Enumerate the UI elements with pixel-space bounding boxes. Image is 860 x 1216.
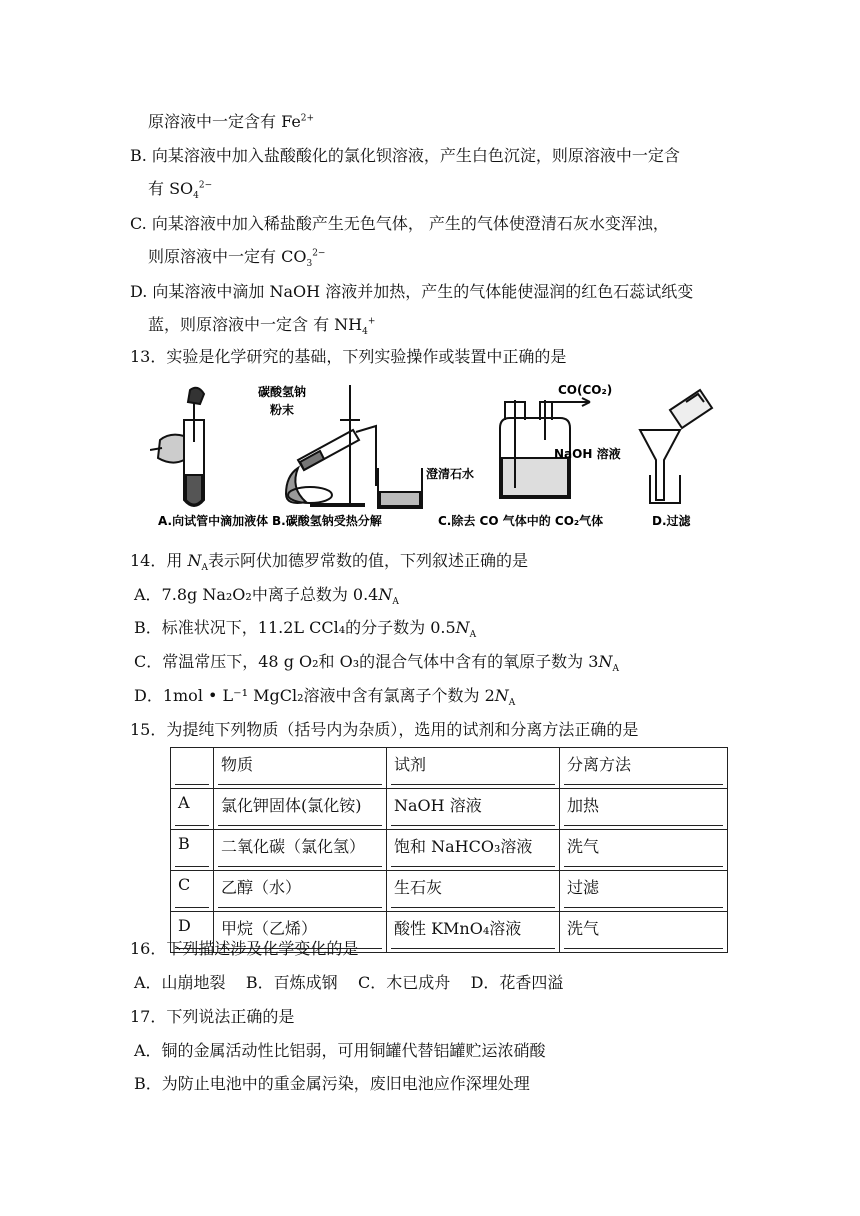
dropper-test-tube-icon (150, 388, 204, 506)
table-cell: 洗气 (560, 912, 728, 953)
table-cell: 生石灰 (387, 871, 560, 912)
table-cell: NaOH 溶液 (387, 789, 560, 830)
q12-b-sup: 2− (198, 180, 213, 191)
table-cell: 加热 (560, 789, 728, 830)
label-naoh-solution: NaOH 溶液 (554, 447, 621, 461)
q12-option-c-cont (148, 246, 325, 268)
table-header-cell: 分离方法 (560, 748, 728, 789)
q14-d-na-sub: A (508, 698, 516, 709)
heating-apparatus-icon (286, 385, 422, 508)
q14-a-na: N (378, 585, 393, 604)
q12-option-a-tail (148, 111, 314, 133)
table-cell: 饱和 NaHCO₃溶液 (387, 830, 560, 871)
label-limewater: 澄清石水 (426, 467, 475, 481)
q16-stem: 16．下列描述涉及化学变化的是 (130, 939, 359, 958)
q17-option-b: B．为防止电池中的重金属污染，废旧电池应作深埋处理 (134, 1074, 530, 1093)
q14-d-text: D．1mol • L⁻¹ MgCl₂溶液中含有氯离子个数为 2 (134, 686, 495, 705)
table-cell: 酸性 KMnO₄溶液 (387, 912, 560, 953)
q14-c-na-sub: A (612, 664, 619, 675)
q17-stem: 17．下列说法正确的是 (130, 1007, 295, 1026)
table-cell: 甲烷（乙烯） (214, 912, 387, 953)
q14-option-a (134, 584, 399, 606)
table-row (171, 830, 728, 871)
table-cell: 洗气 (560, 830, 728, 871)
q14-option-b (134, 617, 476, 639)
q12-a-text: 原溶液中一定含有 Fe (148, 112, 301, 131)
table-row (171, 789, 728, 830)
filtration-funnel-icon (640, 390, 712, 503)
q12-c-sup: 2− (312, 248, 326, 259)
q15-stem: 15．为提纯下列物质（括号内为杂质），选用的试剂和分离方法正确的是 (130, 720, 639, 739)
q12-option-c: C. 向某溶液中加入稀盐酸产生无色气体， 产生的气体使澄清石灰水变浑浊， (130, 214, 669, 233)
q12-option-d-cont (148, 314, 375, 336)
q12-d-text: 蓝，则原溶液中一定含 有 NH (148, 315, 363, 334)
table-cell: D (171, 912, 214, 953)
table-cell: A (171, 789, 214, 830)
q14-b-text: B．标准状况下，11.2L CCl₄的分子数为 0.5 (134, 618, 456, 637)
table-cell: 二氧化碳（氯化氢） (214, 830, 387, 871)
q14-c-na: N (598, 652, 613, 671)
q14-stem (130, 550, 528, 572)
q12-b-sub: 4 (193, 191, 199, 202)
q14-stem-na-sub: A (201, 563, 208, 574)
q15-table (170, 747, 728, 953)
q14-b-na: N (455, 618, 470, 637)
caption-a: A.向试管中滴加液体 (158, 514, 269, 528)
q12-c-text: 则原溶液中一定有 CO (148, 247, 307, 266)
q13-stem: 13．实验是化学研究的基础，下列实验操作或装置中正确的是 (130, 347, 567, 366)
table-cell: 乙醇（水） (214, 871, 387, 912)
q13-apparatus-figure (150, 380, 720, 535)
q14-stem-na: N (187, 551, 202, 570)
q12-d-sup: + (367, 316, 376, 327)
q12-option-b-cont (148, 178, 212, 200)
label-co-mixture: CO(CO₂) (558, 383, 613, 397)
q14-stem-pre: 14．用 (130, 551, 188, 570)
caption-c: C.除去 CO 气体中的 CO₂气体 (438, 514, 604, 528)
table-cell: 氯化钾固体(氯化铵) (214, 789, 387, 830)
q14-a-na-sub: A (392, 597, 399, 608)
q12-option-b: B. 向某溶液中加入盐酸酸化的氯化钡溶液，产生白色沉淀，则原溶液中一定含 (130, 146, 680, 165)
q17-option-a: A．铜的金属活动性比铝弱，可用铜罐代替铝罐贮运浓硝酸 (134, 1041, 546, 1060)
table-cell: C (171, 871, 214, 912)
table-header-row (171, 748, 728, 789)
q12-c-sub: 3 (306, 259, 313, 270)
table-header-cell: 试剂 (387, 748, 560, 789)
table-row (171, 871, 728, 912)
q12-option-d: D. 向某溶液中滴加 NaOH 溶液并加热，产生的气体能使湿润的红色石蕊试纸变 (130, 282, 694, 301)
q14-a-text: A．7.8g Na₂O₂中离子总数为 0.4 (134, 585, 379, 604)
caption-b: B.碳酸氢钠受热分解 (272, 514, 382, 528)
table-header-cell: 物质 (214, 748, 387, 789)
q14-stem-post: 表示阿伏加德罗常数的值，下列叙述正确的是 (207, 551, 528, 570)
q12-d-sub: 4 (362, 327, 368, 338)
table-header-cell (171, 748, 214, 789)
table-cell: B (171, 830, 214, 871)
q14-b-na-sub: A (469, 630, 477, 641)
q12-a-sup: 2+ (300, 113, 315, 124)
q14-option-d (134, 685, 515, 707)
q14-c-text: C．常温常压下，48 g O₂和 O₃的混合气体中含有的氧原子数为 3 (134, 652, 599, 671)
caption-d: D.过滤 (652, 514, 691, 528)
q14-d-na: N (494, 686, 509, 705)
q16-options: A．山崩地裂 B．百炼成钢 C．木已成舟 D．花香四溢 (134, 973, 564, 992)
label-nahco3-1: 碳酸氢钠 (258, 385, 307, 399)
q14-option-c (134, 651, 619, 673)
label-nahco3-2: 粉末 (270, 403, 295, 417)
table-cell: 过滤 (560, 871, 728, 912)
q12-b-text: 有 SO (148, 179, 194, 198)
